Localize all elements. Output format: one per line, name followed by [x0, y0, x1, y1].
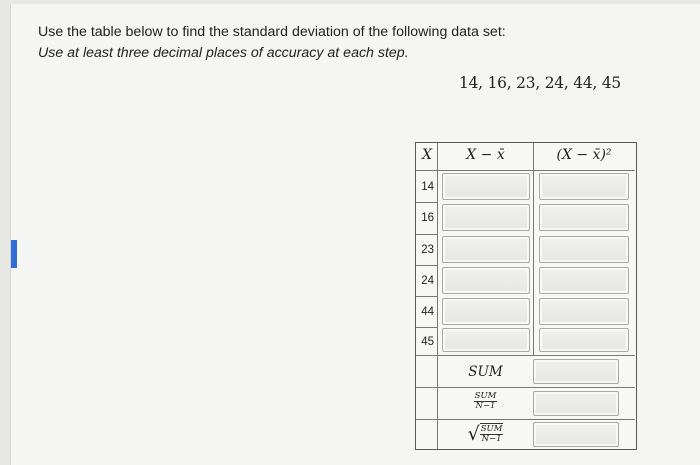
x-value-2: 16: [421, 212, 434, 224]
sum-label: SUM: [468, 364, 503, 380]
sum-input[interactable]: [533, 359, 619, 384]
question-panel: [10, 4, 700, 465]
squared-input-6[interactable]: [539, 328, 629, 352]
header-squared-deviation: (X − x̄)²: [556, 147, 612, 163]
deviation-input-4[interactable]: [442, 267, 530, 294]
x-value-1: 14: [421, 181, 434, 193]
squared-input-2[interactable]: [539, 204, 629, 231]
std-dev-table: [415, 142, 637, 450]
data-set: 14, 16, 23, 24, 44, 45: [459, 74, 622, 92]
variance-label: [438, 392, 533, 412]
deviation-input-5[interactable]: [442, 298, 530, 325]
header-x: X: [422, 147, 432, 163]
deviation-input-6[interactable]: [442, 328, 530, 352]
instructions: [38, 22, 506, 64]
instruction-line-1: Use the table below to find the standard deviation of the following data set:: [38, 24, 506, 40]
selection-marker: [11, 240, 17, 268]
variance-label-numerator: SUM: [474, 391, 497, 401]
variance-label-denominator: N−1: [475, 401, 496, 411]
square-root-icon: √: [467, 423, 480, 445]
x-value-4: 24: [421, 275, 434, 287]
squared-input-4[interactable]: [539, 267, 629, 294]
squared-input-5[interactable]: [539, 298, 629, 325]
stddev-label-numerator: SUM: [480, 424, 503, 434]
header-deviation: X − x̄: [466, 147, 505, 163]
x-value-6: 45: [421, 336, 434, 348]
deviation-input-3[interactable]: [442, 236, 530, 263]
deviation-input-2[interactable]: [442, 204, 530, 231]
squared-input-3[interactable]: [539, 236, 629, 263]
stddev-label-denominator: N−1: [481, 434, 502, 444]
deviation-input-1[interactable]: [442, 173, 530, 200]
variance-input[interactable]: [533, 391, 619, 416]
instruction-line-2: Use at least three decimal places of accuracy at each step.: [38, 45, 409, 61]
x-value-5: 44: [421, 306, 434, 318]
stddev-label: [438, 423, 533, 445]
x-value-3: 23: [421, 244, 434, 256]
stddev-input[interactable]: [533, 422, 619, 447]
squared-input-1[interactable]: [539, 173, 629, 200]
